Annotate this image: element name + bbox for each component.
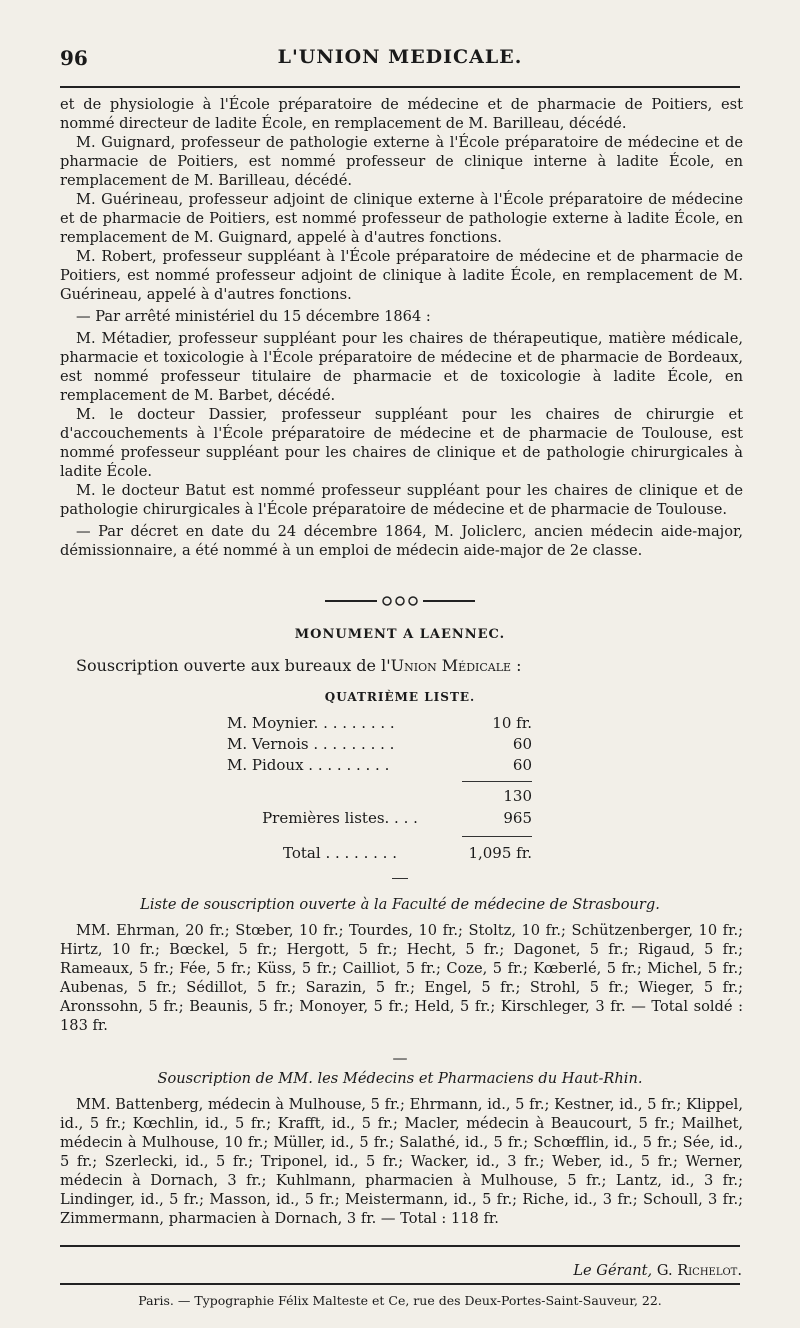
strasbourg-heading: Liste de souscription ouverte à la Faculté de médecine de Strasbourg. [140,896,660,913]
subscription-heading: Souscription ouverte aux bureaux de l'Union Médicale : [76,656,522,675]
subtotal-row: 130 [503,787,532,805]
paragraph: et de physiologie à l'École préparatoire de médecine et de pharmacie de Poitiers, est nommé directeur de ladite École, en remplacement de M. Barilleau, décédé. [60,96,743,132]
subscription-row: M. Moynier. . . . . . . . . 10 fr. [227,714,532,732]
sum-rule [462,781,532,782]
haut-rhin-heading: Souscription de MM. les Médecins et Pharmaciens du Haut-Rhin. [157,1070,643,1087]
paragraph: — Par arrêté ministériel du 15 décembre 1864 : [76,308,431,325]
paragraph: M. Métadier, professeur suppléant pour les chaires de thérapeutique, matière médicale, pharmacie et toxicologie à l'École préparatoire de médecine et de pharmacie de Bordeaux, est nommé professeur titulaire de pharmacie et de toxicologie à ladite École, en remplacement de M. Barbet, décédé. [60,330,743,404]
paragraph: M. Guérineau, professeur adjoint de clinique externe à l'École préparatoire de médecine et de pharmacie de Poitiers, est nommé professeur de pathologie externe à ladite École, en remplacement de M. Guignard, appelé à d'autres fonctions. [60,191,743,246]
page-number: 96 [60,46,88,70]
printer-imprint: Paris. — Typographie Félix Malteste et Ce, rue des Deux-Portes-Saint-Sauveur, 22. [138,1293,662,1308]
journal-title: L'UNION MEDICALE. [277,46,523,68]
previous-lists-row: Premières listes. . . . 965 [262,809,532,827]
paragraph: — Par décret en date du 24 décembre 1864, M. Joliclerc, ancien médecin aide-major, démissionnaire, a été nommé à un emploi de médecin aide-major de 2e classe. [60,523,743,559]
strasbourg-list: MM. Ehrman, 20 fr.; Stœber, 10 fr.; Tourdes, 10 fr.; Stoltz, 10 fr.; Schützenberger, 10 fr.; Hirtz, 10 fr.; Bœckel, 5 fr.; Hergott, 5 fr.; Hecht, 5 fr.; Dagonet, 5 fr.; Rigaud, 5 fr.; Rameaux, 5 fr.; Fée, 5 fr.; Küss, 5 fr.; Cailliot, 5 fr.; Coze, 5 fr.; Kœberlé, 5 fr.; Michel, 5 fr.; Aubenas, 5 fr.; Sédillot, 5 fr.; Sarazin, 5 fr.; Engel, 5 fr.; Strohl, 5 fr.; Wieger, 5 fr.; Aronssohn, 5 fr.; Beaunis, 5 fr.; Monoyer, 5 fr.; Held, 5 fr.; Kirschleger, 3 fr. — Total soldé : 183 fr. [60,922,743,1034]
nominations-text [60,95,743,560]
gerant-signature: Le Gérant, G. Richelot. [573,1262,742,1279]
subscription-row: M. Vernois . . . . . . . . . 60 [227,735,532,753]
total-row: Total . . . . . . . . 1,095 fr. [283,844,532,862]
haut-rhin-list: MM. Battenberg, médecin à Mulhouse, 5 fr.; Ehrmann, id., 5 fr.; Kestner, id., 5 fr.; Klippel, id., 5 fr.; Kœchlin, id., 5 fr.; Krafft, id., 5 fr.; Macler, médecin à Beaucourt, 5 fr.; Mailhet, médecin à Mulhouse, 10 fr.; Müller, id., 5 fr.; Salathé, id., 5 fr.; Schœfflin, id., 5 fr.; Sée, id., 5 fr.; Szerlecki, id., 5 fr.; Triponel, id., 5 fr.; Wacker, id., 3 fr.; Weber, id., 5 fr.; Werner, médecin à Dornach, 3 fr.; Kuhlmann, pharmacien à Mulhouse, 5 fr.; Lantz, id., 3 fr.; Lindinger, id., 5 fr.; Masson, id., 5 fr.; Meistermann, id., 5 fr.; Riche, id., 3 fr.; Schoull, 3 fr.; Zimmermann, pharmacien à Dornach, 3 fr. — Total : 118 fr. [60,1096,743,1227]
section-title: MONUMENT A LAENNEC. [294,627,506,642]
page-header [60,42,740,72]
paragraph: M. le docteur Dassier, professeur suppléant pour les chaires de chirurgie et d'accouchements à l'École préparatoire de médecine et de pharmacie de Toulouse, est nommé professeur suppléant pour les chaires de clinique et de pathologie chirurgicales à ladite École. [60,406,743,480]
sum-rule [462,836,532,837]
list-title: QUATRIÈME LISTE. [324,690,476,704]
paragraph: M. Robert, professeur suppléant à l'École préparatoire de médecine et de pharmacie de Poitiers, est nommé professeur adjoint de clinique à ladite École, en remplacement de M. Guérineau, appelé à d'autres fonctions. [60,248,743,303]
ornament-divider [325,594,475,608]
dash-separator: — [392,1049,408,1067]
paragraph: M. le docteur Batut est nommé professeur suppléant pour les chaires de clinique et de pathologie chirurgicales à l'École préparatoire de médecine et de pharmacie de Toulouse. [60,482,743,518]
footer-rule [60,1245,740,1247]
paragraph: M. Guignard, professeur de pathologie externe à l'École préparatoire de médecine et de pharmacie de Poitiers, est nommé professeur de clinique interne à ladite École, en remplacement de M. Barilleau, décédé. [60,134,743,189]
short-separator [392,878,408,879]
subscription-row: M. Pidoux . . . . . . . . . 60 [227,756,532,774]
header-rule [60,86,740,88]
imprint-rule [60,1283,740,1285]
